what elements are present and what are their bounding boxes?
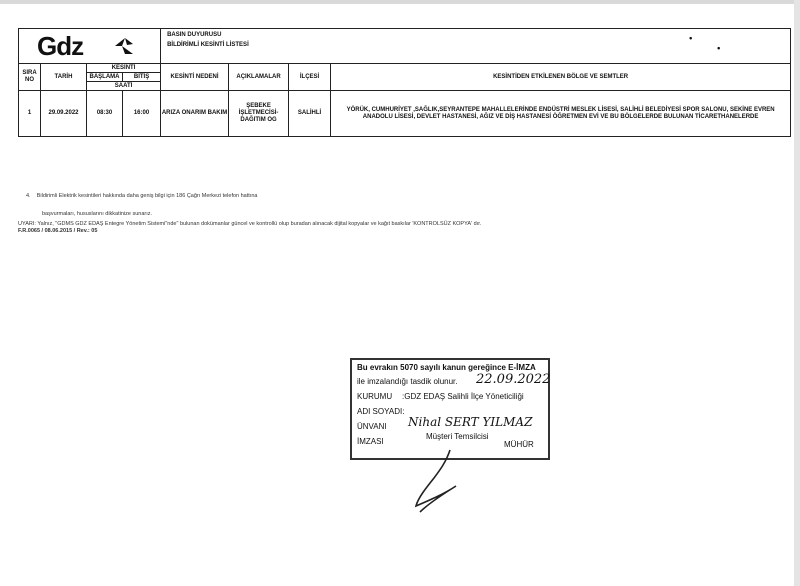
gdz-logo: Gdz bbox=[37, 31, 84, 61]
row-ilce: SALİHLİ bbox=[289, 91, 331, 137]
stamp-unvani-label: ÜNVANI bbox=[357, 422, 387, 431]
stamp-kurumu-value: :GDZ EDAŞ Salihli İlçe Yöneticiliği bbox=[402, 392, 524, 401]
col-kesinti: KESİNTİ bbox=[87, 64, 161, 73]
header-mark-2: • bbox=[717, 43, 721, 53]
row-bitis: 16:00 bbox=[123, 91, 161, 137]
note-text-1: Bildirimli Elektrik kesintileri hakkında daha geniş bilgi için 186 Çağrı Merkezi telefon hattına bbox=[36, 193, 258, 199]
notes-section bbox=[18, 193, 481, 236]
note-item-number: 4. bbox=[26, 193, 31, 199]
col-saati: SAATİ bbox=[87, 82, 161, 91]
col-neden: KESİNTİ NEDENİ bbox=[161, 64, 229, 91]
outage-list-document bbox=[18, 28, 790, 137]
stamp-name: Nihal SERT YILMAZ bbox=[408, 415, 533, 429]
stamp-date: 22.09.2022 bbox=[476, 372, 551, 387]
row-baslama: 08:30 bbox=[87, 91, 123, 137]
row-neden: ARIZA ONARIM BAKIM bbox=[161, 91, 229, 137]
col-sira-no: SIRA NO bbox=[19, 64, 41, 91]
stamp-imzasi-label: İMZASI bbox=[357, 437, 384, 446]
header-mark-1: • bbox=[689, 33, 693, 43]
scan-right-edge bbox=[794, 0, 800, 586]
col-bitis: BİTİŞ bbox=[123, 73, 161, 82]
row-tarih: 29.09.2022 bbox=[41, 91, 87, 137]
scan-top-edge bbox=[0, 0, 800, 4]
stamp-line-1: Bu evrakın 5070 sayılı kanun gereğince E-İMZA bbox=[357, 363, 536, 372]
stamp-line-2: ile imzalandığı tasdik olunur. bbox=[357, 377, 458, 386]
col-tarih: TARİH bbox=[41, 64, 87, 91]
row-sira: 1 bbox=[19, 91, 41, 137]
stamp-kurumu-label: KURUMU bbox=[357, 392, 393, 401]
note-line-1 bbox=[26, 193, 481, 200]
press-release-heading: BASIN DUYURUSU bbox=[167, 32, 222, 38]
form-code: F.R.0065 / 08.06.2015 / Rev.: 05 bbox=[18, 228, 98, 235]
logo-cell bbox=[19, 29, 161, 64]
e-signature-stamp bbox=[350, 358, 550, 460]
list-title: BİLDİRİMLİ KESİNTİ LİSTESİ bbox=[167, 41, 249, 48]
row-bolgeler: YÖRÜK, CUMHURİYET ,SAĞLIK,SEYRANTEPE MAHALLELERİNDE ENDÜSTRİ MESLEK LİSESİ, SALİHLİ BELEDİYESİ SPOR SALONU, SEKİNE EVREN ANADOLU LİSESİ, DEVLET HASTANESİ, AĞIZ VE DİŞ HASTANESİ ÖĞRETMEN EVİ VE BU BÖLGELERDE BULUNAN TİCARETHANELERDE bbox=[331, 91, 791, 137]
stamp-adi-label: ADI SOYADI: bbox=[357, 407, 405, 416]
col-ilcesi: İLÇESİ bbox=[289, 64, 331, 91]
outage-table bbox=[18, 28, 791, 137]
col-aciklamalar: AÇIKLAMALAR bbox=[229, 64, 289, 91]
warning-line: UYARI: Yalnız, "GDMS GDZ EDAŞ Entegre Yönetim Sistemi"nde" bulunan dokümanlar güncel ve kontrollü olup buradan alınacak dijital kopyalar ve kağıt baskılar 'KONTROLSÜZ KOPYA' dır. bbox=[18, 221, 482, 228]
table-row bbox=[19, 91, 791, 137]
header-cell bbox=[161, 29, 791, 64]
row-aciklama: ŞEBEKE İŞLETMECİSİ-DAĞITIM OG bbox=[229, 91, 289, 137]
stamp-title: Müşteri Temsilcisi bbox=[426, 432, 489, 441]
col-baslama: BAŞLAMA bbox=[87, 73, 123, 82]
stamp-muhur: MÜHÜR bbox=[504, 440, 534, 449]
note-line-2: başvurmaları, hususlarını dikkatinize sunarız. bbox=[42, 211, 153, 218]
handwritten-signature bbox=[410, 448, 480, 518]
gdz-logo-mark-icon bbox=[113, 36, 135, 56]
col-bolgeler: KESİNTİDEN ETKİLENEN BÖLGE VE SEMTLER bbox=[331, 64, 791, 91]
